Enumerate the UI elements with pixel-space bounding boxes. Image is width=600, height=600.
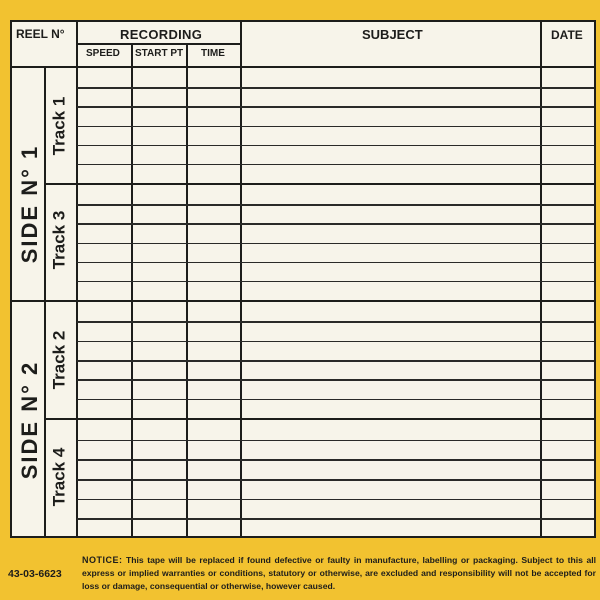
entry-row-rule (77, 145, 594, 147)
entry-row-rule (77, 479, 594, 481)
entry-row-rule (77, 459, 594, 461)
track-4-label: Track 4 (49, 447, 69, 507)
entry-row-rule (77, 281, 594, 283)
date-header: DATE (551, 28, 583, 42)
entry-row-rule (77, 399, 594, 401)
start-point-header: START PT (135, 48, 184, 59)
notice-text (82, 554, 596, 593)
side-1-label: SIDE N° 1 (17, 144, 42, 264)
recording-subrule (76, 43, 240, 45)
entry-row-rule (77, 499, 594, 501)
side-column-rule (44, 66, 46, 538)
entry-row-rule (77, 106, 594, 108)
entry-row-rule (77, 262, 594, 264)
entry-row-rule (77, 321, 594, 323)
track-2-label: Track 2 (49, 330, 69, 390)
notice-body: This tape will be replaced if found defective or faulty in manufacture, labelling or packaging. Subject to this all express or implied warranties or conditions, statutory or otherwise, are excluded and responsibility will not be accepted for loss or damage, consequential or otherwise, however caused. (82, 555, 597, 591)
entry-row-rule (77, 223, 594, 225)
entry-row-rule (77, 164, 594, 166)
speed-header: SPEED (86, 48, 120, 59)
section-rule (12, 300, 594, 302)
subject-header: SUBJECT (362, 27, 423, 42)
notice-label: NOTICE: (82, 555, 123, 565)
catalog-code: 43-03-6623 (8, 568, 62, 580)
section-rule (44, 418, 594, 420)
entry-row-rule (77, 440, 594, 442)
entry-row-rule (77, 379, 594, 381)
entry-row-rule (77, 341, 594, 343)
entry-row-rule (77, 87, 594, 89)
entry-row-rule (77, 243, 594, 245)
section-rule (44, 183, 594, 185)
column-rule (131, 43, 133, 538)
entry-row-rule (77, 518, 594, 520)
entry-row-rule (77, 360, 594, 362)
entry-row-rule (77, 126, 594, 128)
column-rule (186, 43, 188, 538)
reel-number-header: REEL N° (16, 27, 65, 41)
time-header: TIME (201, 48, 225, 59)
track-1-label: Track 1 (49, 96, 69, 156)
tape-log-card (10, 20, 596, 538)
side-2-label: SIDE N° 2 (17, 360, 42, 480)
track-3-label: Track 3 (49, 210, 69, 270)
recording-header: RECORDING (120, 27, 203, 42)
header-rule (12, 66, 594, 68)
entry-row-rule (77, 204, 594, 206)
